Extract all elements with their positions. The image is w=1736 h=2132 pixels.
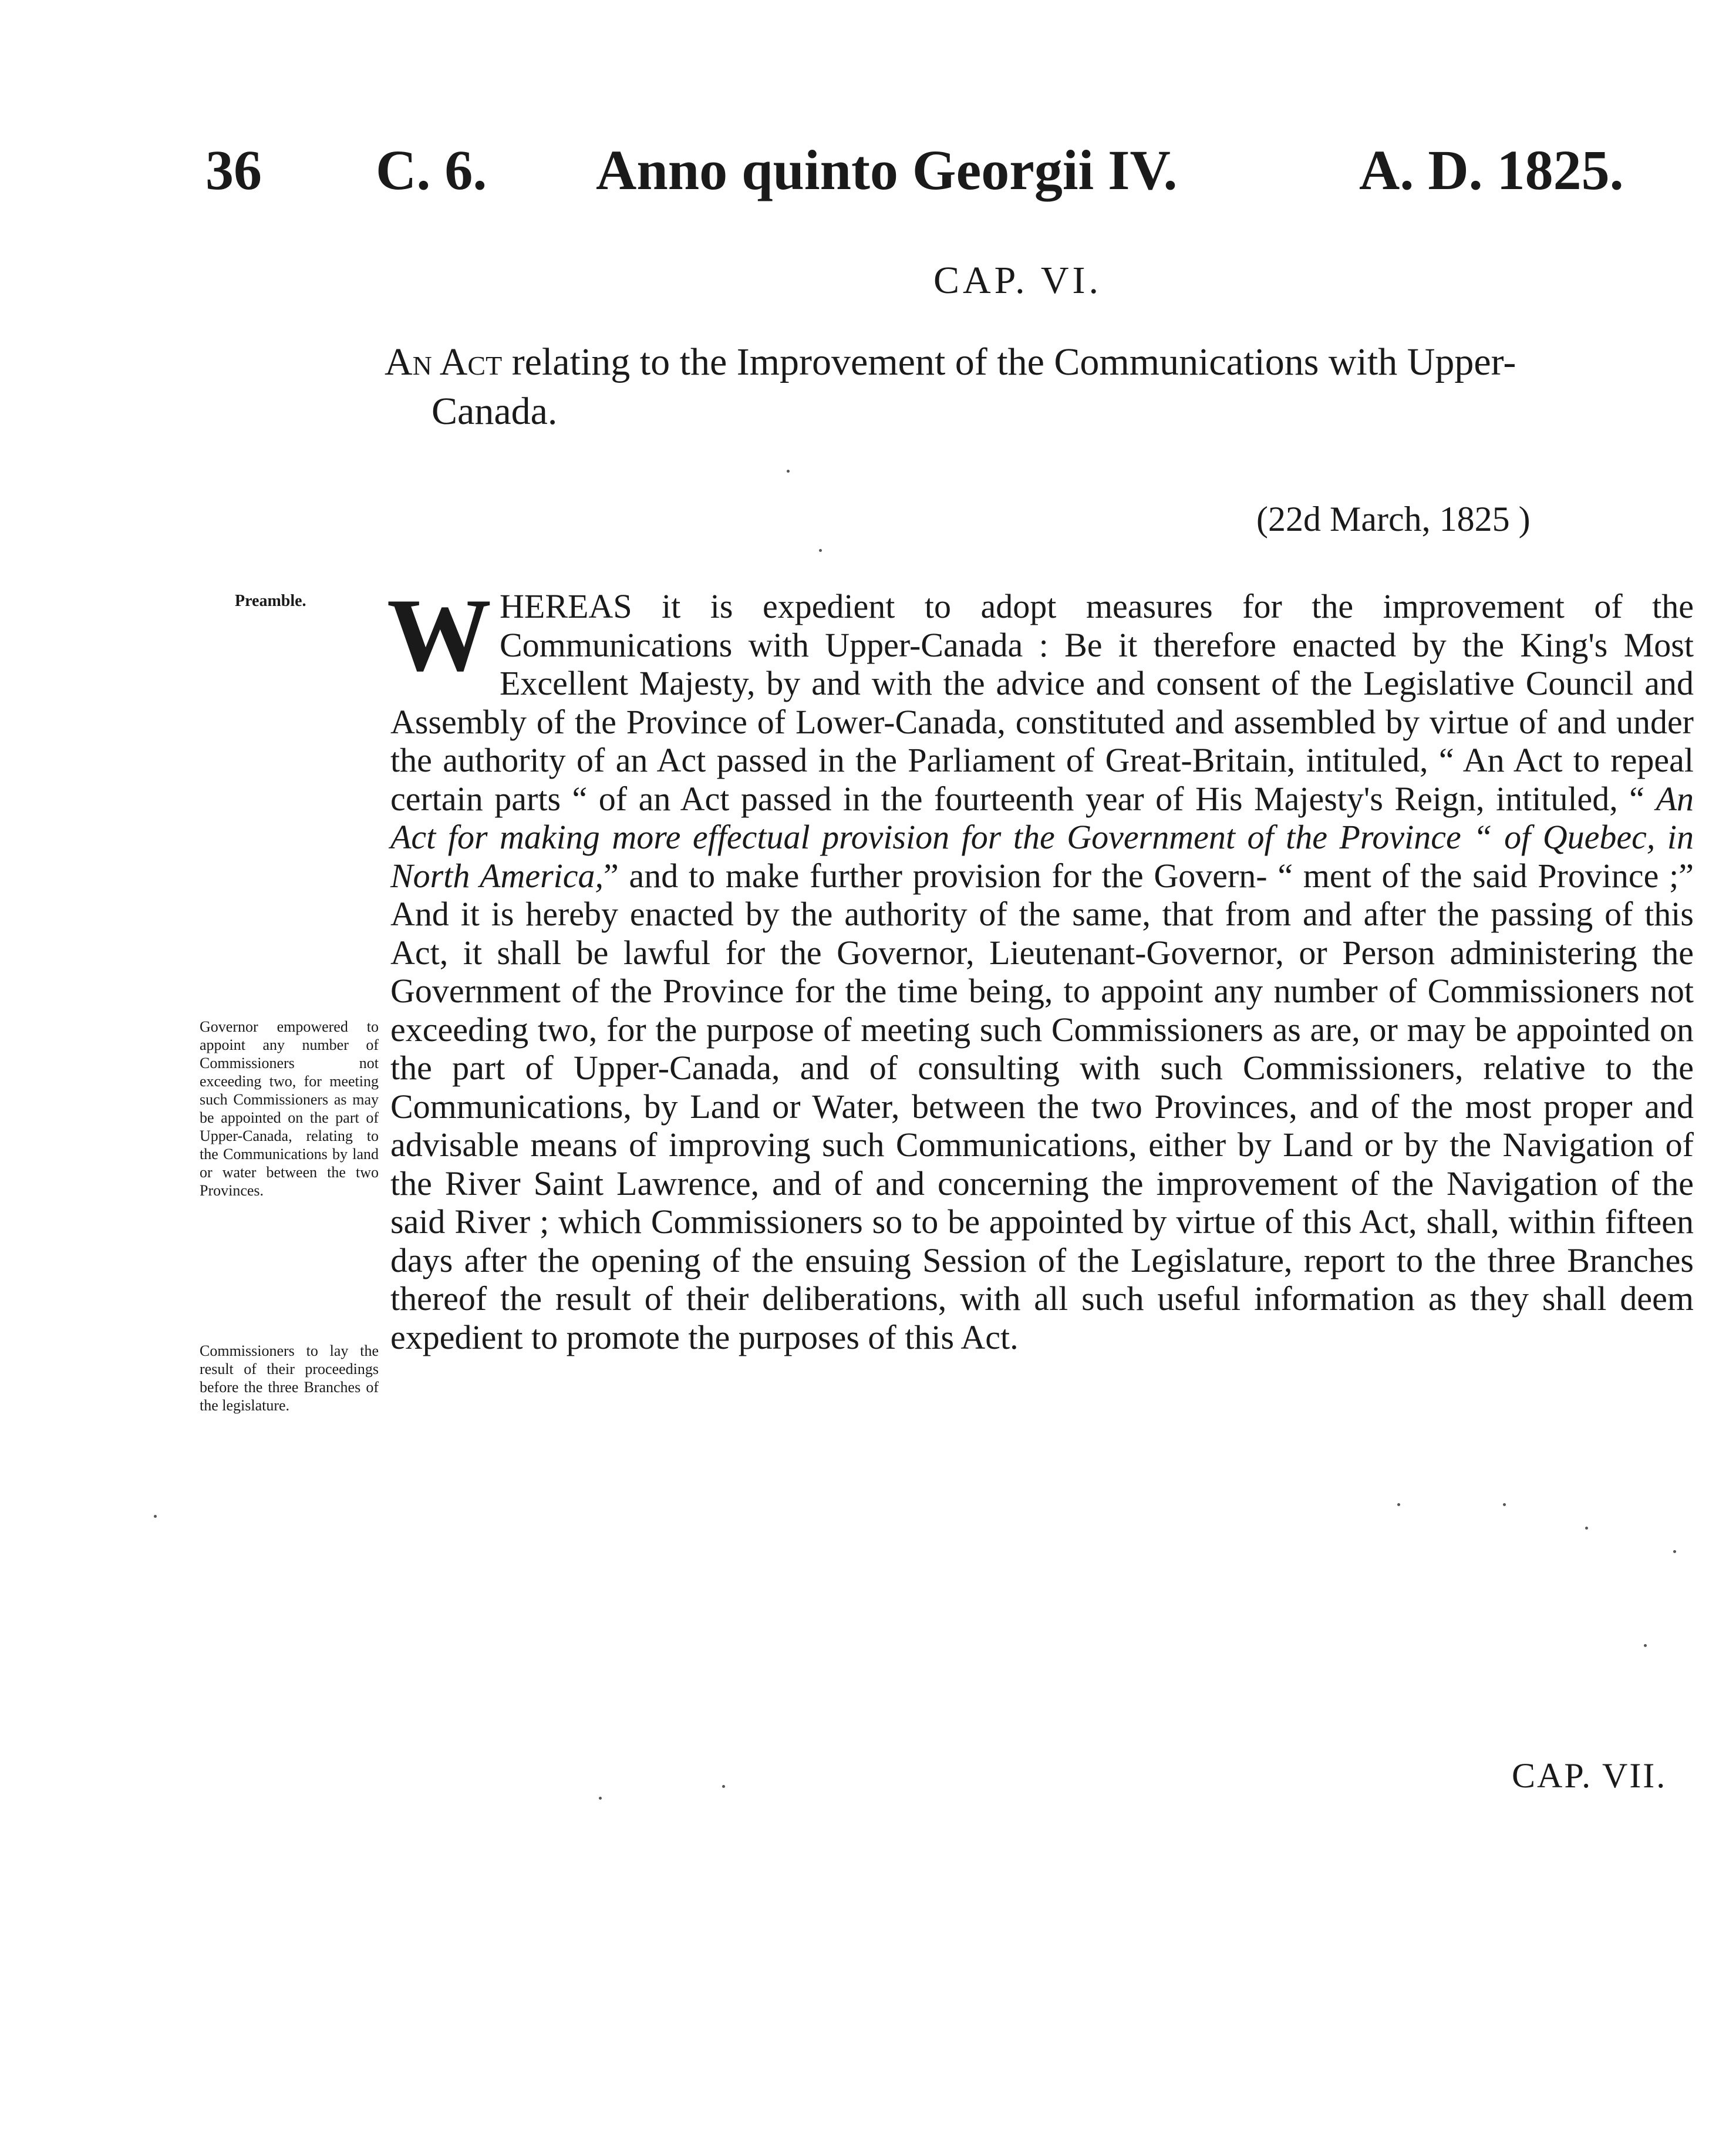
header-year: A. D. 1825. bbox=[1359, 139, 1624, 201]
margin-note-preamble: Preamble. bbox=[235, 592, 306, 610]
scan-speck bbox=[1503, 1503, 1506, 1506]
act-body bbox=[387, 577, 1694, 1356]
chapter-number: C. 6. bbox=[376, 139, 487, 201]
scan-speck bbox=[1644, 1644, 1647, 1647]
body-paragraph bbox=[387, 577, 1694, 1356]
scan-speck bbox=[599, 1797, 602, 1800]
scan-speck bbox=[1397, 1503, 1400, 1506]
scan-speck bbox=[722, 1785, 725, 1788]
body-text-part-1: HEREAS it is expedient to adopt measures for the improvement of the Communications with Upper-Canada : Be it therefore enacted by the King's Most Excellent Majesty, by and with the advice and consent of the Legislative Council and Assembly of the Province of Lower-Canada, constituted and assembled by virtue of and under the authority of an Act passed in the Parliament of Great-Britain, intituled, “ An Act to repeal certain parts “ of an Act passed in the fourteenth year of His Majesty's Reign, intituled, “ bbox=[390, 587, 1694, 818]
scan-speck bbox=[1585, 1527, 1588, 1530]
margin-note-commissioners: Commissioners to lay the result of their proceedings before the three Branches of the legislature. bbox=[200, 1342, 379, 1414]
act-date: (22d March, 1825 ) bbox=[1256, 500, 1531, 538]
act-title-rest: relating to the Improvement of the Communications with Upper- bbox=[511, 341, 1516, 383]
running-header bbox=[200, 129, 1703, 211]
body-text-italic: An Act for making more effectual provision for the Government of the Province “ of Quebec, in North America, bbox=[390, 779, 1694, 895]
drop-cap: W bbox=[387, 577, 491, 693]
next-chapter-heading: CAP. VII. bbox=[1512, 1756, 1667, 1795]
act-title bbox=[385, 338, 1700, 436]
running-title: Anno quinto Georgii IV. bbox=[596, 139, 1178, 201]
scan-speck bbox=[787, 470, 790, 473]
page-number: 36 bbox=[205, 139, 262, 201]
scan-speck bbox=[154, 1515, 157, 1518]
act-title-lead: An Act bbox=[385, 341, 503, 383]
body-text-part-2: ” and to make further provision for the Govern- “ ment of the said Province ;” And it is hereby enacted by the authority of the same, that from and after the passing of this Act, it shall be lawful for the Governor, Lieutenant-Governor, or Person administering the Government of the Province for the time being, to appoint any number of Commissioners not exceeding two, for the purpose of meeting such Commissioners as are, or may be appointed on the part of Upper-Canada, and of consulting with such Commissioners, relative to the Communications, by Land or Water, between the two Provinces, and of the most proper and advisable means of improving such Communications, either by Land or by the Navigation of the River Saint Lawrence, and of and concerning the improvement of the Navigation of the said River ; which Commissioners so to be appointed by virtue of this Act, shall, within fifteen days after the opening of the ensuing Session of the Legislature, report to the three Branches thereof the result of their deliberations, with all such useful information as they shall deem expedient to promote the purposes of this Act. bbox=[390, 856, 1694, 1356]
scan-speck bbox=[819, 549, 822, 552]
act-title-line-1 bbox=[385, 338, 1700, 387]
scan-speck bbox=[1673, 1550, 1676, 1553]
chapter-heading: CAP. VI. bbox=[933, 259, 1103, 302]
act-title-line-2: Canada. bbox=[432, 390, 558, 433]
margin-note-governor: Governor empowered to appoint any number of Commissioners not exceeding two, for meeting such Commissioners as may be appointed on the part of Upper-Canada, relating to the Communications by land or water between the two Provinces. bbox=[200, 1018, 379, 1199]
